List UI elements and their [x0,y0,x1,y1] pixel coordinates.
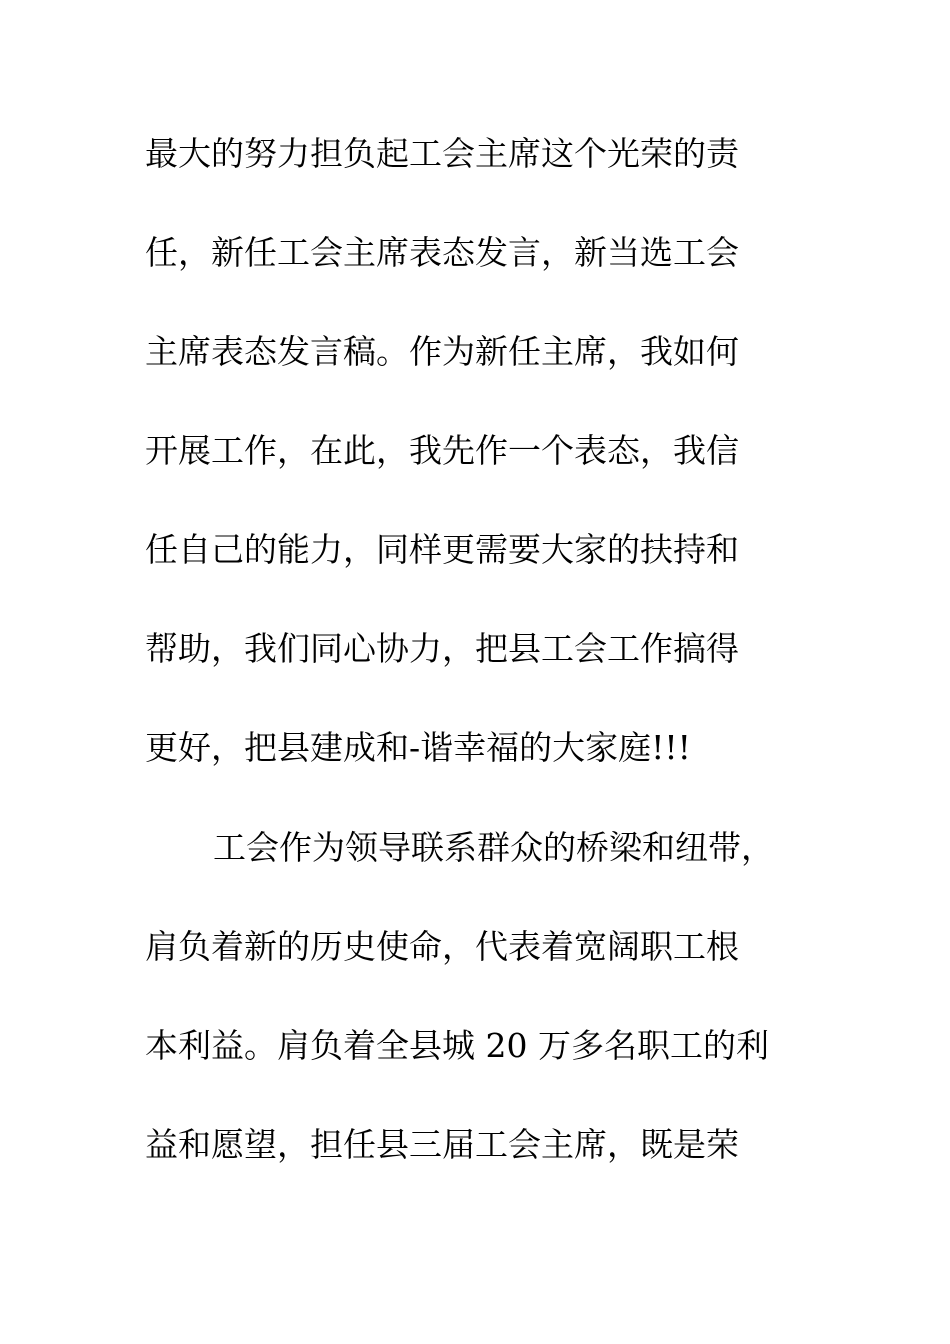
text-line-1: 最大的努力担负起工会主席这个光荣的责 [145,134,739,173]
text-line-4: 开展工作，在此，我先作一个表态，我信 [145,431,739,470]
text-line-3: 主席表态发言稿。作为新任主席，我如何 [145,332,739,371]
text-line-2: 任，新任工会主席表态发言，新当选工会 [145,233,739,272]
text-line-11: 益和愿望，担任县三届工会主席，既是荣 [145,1125,739,1164]
text-line-7: 更好，把县建成和-谐幸福的大家庭!!! [145,728,691,767]
text-line-5: 任自己的能力，同样更需要大家的扶持和 [145,530,739,569]
text-line-10: 本利益。肩负着全县城 20 万多名职工的利 [145,1026,769,1065]
text-line-9: 肩负着新的历史使命，代表着宽阔职工根 [145,927,739,966]
text-line-6: 帮助，我们同心协力，把县工会工作搞得 [145,629,739,668]
paragraph-start-line: 工会作为领导联系群众的桥梁和纽带， [213,828,774,867]
